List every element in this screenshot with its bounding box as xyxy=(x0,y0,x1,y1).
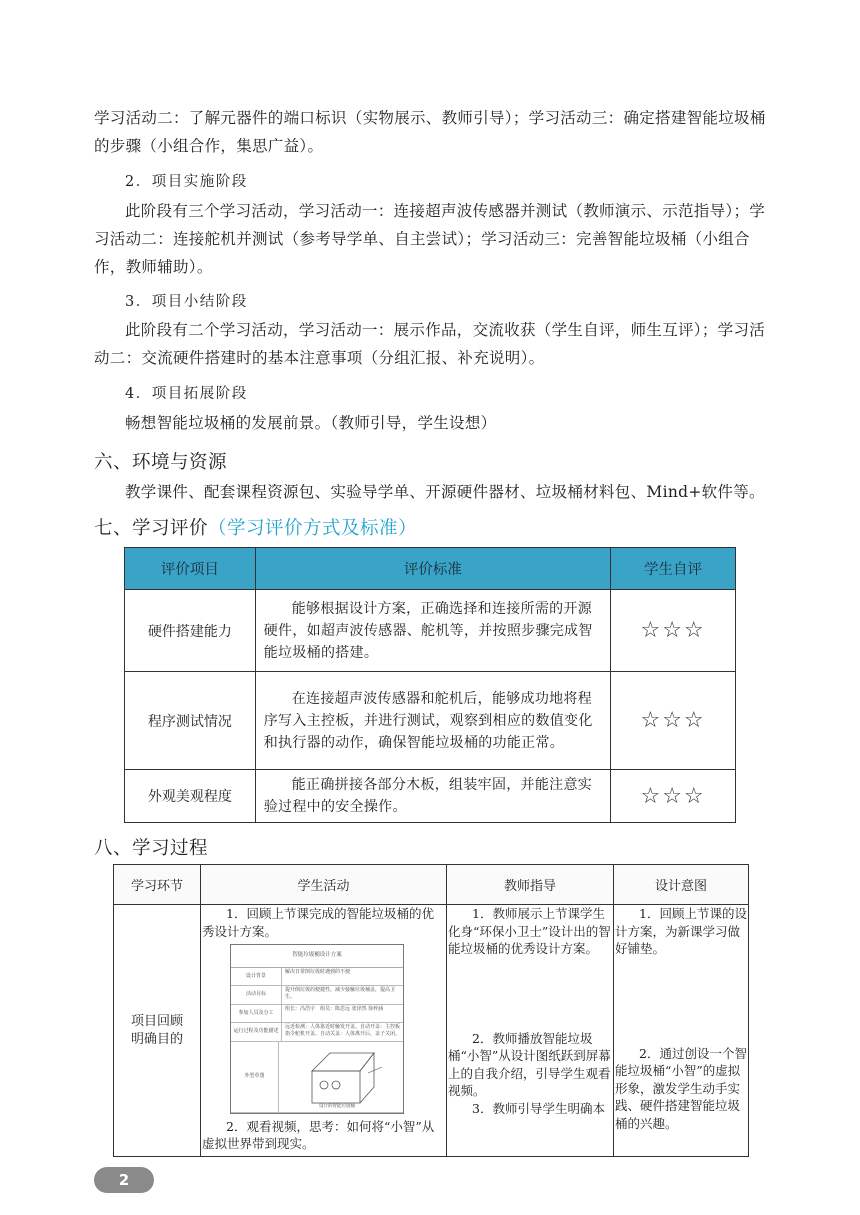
evaluation-table xyxy=(124,547,736,823)
process-table xyxy=(113,864,749,1157)
design-intent-2: 2．通过创设一个智能垃圾桶“小智”的虚拟形象，激发学生动手实践、硬件搭建智能垃圾桶的兴趣。 xyxy=(615,1045,747,1131)
star-rating[interactable]: ☆☆☆ xyxy=(611,672,736,770)
form-title: 智能垃圾桶设计方案 xyxy=(231,945,403,968)
star-rating[interactable]: ☆☆☆ xyxy=(611,770,736,823)
form-value: 解决日常倒垃圾时遇到的不便 xyxy=(285,968,351,975)
teacher-guidance-1: 1．教师展示上节课学生化身“环保小卫士”设计出的智能垃圾桶的优秀设计方案。 xyxy=(448,906,611,956)
student-activity-2: 2．观看视频，思考：如何将“小智”从虚拟世界带到现实。 xyxy=(202,1118,435,1151)
form-value: 远近检测：人体靠近时触发开盖。自动开盖：主控板指令舵机开盖。自动关盖：人体离开后，盖子关闭。 xyxy=(285,1024,401,1037)
design-intent-1: 1．回顾上节课的设计方案，为新课学习做好铺垫。 xyxy=(615,906,747,956)
star-rating[interactable]: ☆☆☆ xyxy=(611,590,736,672)
stage4-text: 畅想智能垃圾桶的发展前景。（教师引导，学生设想） xyxy=(125,414,497,432)
eval-criterion xyxy=(255,672,610,770)
student-activity-cell xyxy=(201,905,447,1157)
intro-paragraph: 学习活动二：了解元器件的端口标识（实物展示、教师引导）；学习活动三：确定搭建智能垃圾桶的步骤（小组合作，集思广益）。 xyxy=(94,109,766,155)
section7-heading xyxy=(94,514,417,540)
section6-heading: 六、环境与资源 xyxy=(94,452,228,473)
eval-header-rating: 学生自评 xyxy=(611,548,736,590)
form-key: 参加人员及分工 xyxy=(231,1005,282,1023)
section7-note: （学习评价方式及标准） xyxy=(208,518,418,539)
stage3-text: 此阶段有二个学习活动，学习活动一：展示作品，交流收获（学生自评，师生互评）；学习活动二：交流硬件搭建时的基本注意事项（分组汇报、补充说明）。 xyxy=(94,321,766,367)
form-key: 设计背景 xyxy=(231,968,282,986)
eval-item: 程序测试情况 xyxy=(125,672,256,770)
design-form-image xyxy=(230,944,404,1114)
form-value: 组长：冯浩宇 组员：陈思远 张泽然 徐梓涵 xyxy=(285,1005,384,1012)
eval-criterion xyxy=(255,770,610,823)
teacher-guidance-2: 2．教师播放智能垃圾桶“小智”从设计图纸跃到屏幕上的自我介绍，引导学生观看视频。 xyxy=(448,1030,611,1098)
form-key: 外型草图 xyxy=(231,1042,279,1112)
eval-item: 外观美观程度 xyxy=(125,770,256,823)
eval-criterion xyxy=(255,590,610,672)
form-key: 活动目标 xyxy=(231,986,282,1004)
teacher-guidance-cell xyxy=(447,905,614,1157)
stage2-text: 此阶段有三个学习活动，学习活动一：连接超声波传感器并测试（教师演示、示范指导）；学习活动二：连接舵机并测试（参考导学单、自主尝试）；学习活动三：完善智能垃圾桶（小组合作，教师辅助）。 xyxy=(94,202,766,276)
proc-header-teacher: 教师指导 xyxy=(447,865,614,905)
student-activity-1: 1．回顾上节课完成的智能垃圾桶的优秀设计方案。 xyxy=(202,906,434,939)
eval-criterion-text: 能够根据设计方案，正确选择和连接所需的开源硬件，如超声波传感器、舵机等，并按照步骤完成智能垃圾桶的搭建。 xyxy=(263,600,593,661)
trash-can-drawing-icon xyxy=(282,1043,400,1111)
eval-header-criterion: 评价标准 xyxy=(255,548,610,590)
proc-header-intent: 设计意图 xyxy=(614,865,749,905)
design-intent-cell xyxy=(614,905,749,1157)
teacher-guidance-3: 3．教师引导学生明确本 xyxy=(472,1100,605,1116)
form-key: 运行过程及功能描述 xyxy=(231,1023,282,1041)
eval-criterion-text: 能正确拼接各部分木板，组装牢固，并能注意实验过程中的安全操作。 xyxy=(263,777,593,815)
trash-can-sketch xyxy=(279,1042,403,1112)
form-value: 提升倒垃圾的便捷性。减少接触垃圾桶盖，提高卫生。 xyxy=(285,987,396,1000)
eval-criterion-text: 在连接超声波传感器和舵机后，能够成功地将程序写入主控板，并进行测试，观察到相应的数值变化和执行器的动作，确保智能垃圾桶的功能正常。 xyxy=(263,690,593,751)
eval-item: 硬件搭建能力 xyxy=(125,590,256,672)
page-number: 2 xyxy=(94,1167,154,1193)
stage3-title: 3．项目小结阶段 xyxy=(125,294,248,310)
sketch-caption: 设计的智能垃圾桶 xyxy=(319,1104,355,1109)
section8-heading: 八、学习过程 xyxy=(94,838,209,859)
proc-header-stage: 学习环节 xyxy=(114,865,201,905)
proc-header-student: 学生活动 xyxy=(201,865,447,905)
section7-title: 七、学习评价 xyxy=(94,518,209,539)
stage2-title: 2．项目实施阶段 xyxy=(125,174,248,190)
proc-stage: 项目回顾明确目的 xyxy=(114,905,201,1157)
eval-header-item: 评价项目 xyxy=(125,548,256,590)
section6-text: 教学课件、配套课程资源包、实验导学单、开源硬件器材、垃圾桶材料包、Mind+软件等。 xyxy=(125,483,765,501)
stage4-title: 4．项目拓展阶段 xyxy=(125,386,248,402)
